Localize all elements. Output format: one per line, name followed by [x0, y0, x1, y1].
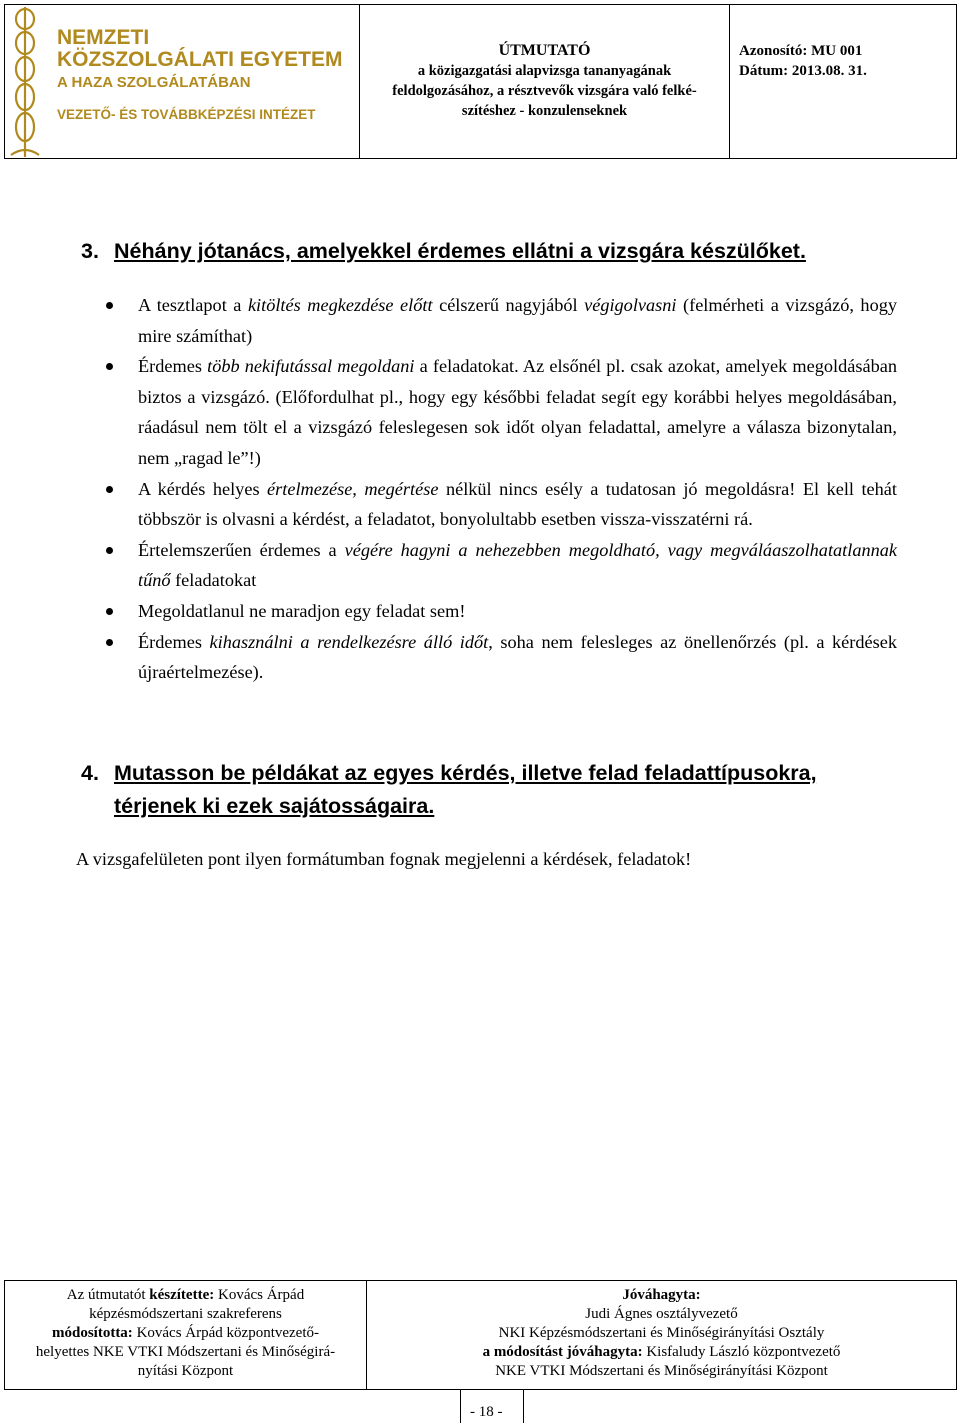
text-run: Az útmutatót [66, 1287, 150, 1303]
text-run: Megoldatlanul ne maradjon egy feladat sem! [138, 600, 466, 621]
text-run: készítette: [149, 1287, 215, 1303]
footer-approval-cell [367, 1281, 956, 1389]
document-subtitle-2: feldolgozásához, a résztvevők vizsgára való felké- [392, 83, 697, 99]
tips-list [105, 290, 897, 688]
emphasis: értelmezése, megértése [267, 478, 439, 499]
section-4-title-line-1: Mutasson be példákat az egyes kérdés, illetve felad feladattípusokra, [114, 761, 817, 785]
document-title: ÚTMUTATÓ [498, 42, 591, 59]
section-4-number: 4. [81, 761, 99, 785]
logo-cell [5, 5, 360, 158]
section-3-number: 3. [81, 239, 99, 263]
document-header [4, 4, 957, 159]
bullet-icon [106, 486, 113, 493]
text-run: A tesztlapot a [138, 295, 248, 315]
text-run: módosította: [51, 1325, 133, 1341]
logo-line-1: NEMZETI [57, 26, 150, 49]
footer-approver-unit: NKI Képzésmódszertani és Minőségirányítási Osztály [498, 1325, 825, 1341]
list-item [105, 627, 897, 688]
document-id-cell [730, 5, 956, 158]
text-run: Kisfaludy László központvezető [642, 1344, 841, 1360]
bullet-icon [106, 363, 113, 370]
list-item [105, 290, 897, 351]
emphasis: kihasználni a rendelkezésre álló időt [209, 631, 489, 652]
bullet-icon [106, 302, 113, 309]
university-crest-icon [5, 5, 51, 158]
list-item [105, 474, 897, 535]
document-title-cell [360, 5, 730, 158]
footer-modifier-role-1: helyettes NKE VTKI Módszertani és Minőségirá- [35, 1344, 336, 1360]
footer-approver-unit-2: NKE VTKI Módszertani és Minőségirányítási Központ [495, 1363, 828, 1379]
logo-line-4: VEZETŐ- ÉS TOVÁBBKÉPZÉSI INTÉZET [57, 107, 316, 122]
document-subtitle-1: a közigazgatási alapvizsga tananyagának [417, 63, 672, 79]
text-run: Kovács Árpád [214, 1287, 305, 1303]
list-item [105, 351, 897, 473]
emphasis: végigolvasni [584, 295, 677, 315]
bullet-icon [106, 639, 113, 646]
logo-line-3: A HAZA SZOLGÁLATÁBAN [57, 74, 251, 91]
text-run: Értelemszerűen érdemes a [138, 539, 345, 560]
document-subtitle-3: szítéshez - konzulenseknek [461, 103, 628, 119]
logo-line-2: KÖZSZOLGÁLATI EGYETEM [57, 48, 343, 71]
document-date: Dátum: 2013.08. 31. [739, 63, 867, 79]
document-footer [4, 1280, 957, 1390]
text-run: célszerű nagyjából [432, 295, 585, 315]
text-run: a feladatokat. Az elsőnél pl. csak azokat, amelyek megoldásában biztos a vizsgázó. (Előfordulhat pl., hogy egy későbbi feladat segít egy korábbi helyes megoldásában, ráadásul nem tölt el a vizsgázó feleslegesen sok időt olyan feladattal, amelyre a válasza bizonytalan, nem „ragad le”!) [138, 356, 898, 468]
bullet-icon [106, 547, 113, 554]
text-run: nélkül nincs esély a tudatosan jó megoldásra! El kell tehát többször is olvasni a kérdést, a feladatot, bonyolultabb esetben vissza-visszatérni rá. [138, 478, 897, 530]
section-4-intro: A vizsgafelületen pont ilyen formátumban fognak megjelenni a kérdések, feladatok! [76, 849, 692, 869]
text-run: Érdemes [138, 356, 208, 377]
text-run: A kérdés helyes [138, 478, 268, 499]
list-item [105, 596, 897, 627]
section-3-title: Néhány jótanács, amelyekkel érdemes ellátni a vizsgára készülőket. [114, 239, 806, 263]
footer-modifier-role-2: nyítási Központ [137, 1363, 234, 1379]
document-id: Azonosító: MU 001 [739, 43, 863, 59]
emphasis: több nekifutással megoldani [207, 356, 415, 377]
text-run: Kovács Árpád központvezető- [132, 1325, 319, 1341]
footer-author-role: képzésmódszertani szakreferens [89, 1306, 282, 1322]
text-run: feladatokat [170, 570, 257, 591]
text-run: , soha nem felesleges az önellenőrzés (pl. a kérdések újraértelmezése). [138, 631, 898, 683]
section-4-title-line-2: térjenek ki ezek sajátosságaira. [114, 794, 435, 818]
section-4-heading [81, 757, 881, 823]
list-item [105, 535, 897, 596]
section-3-heading [81, 235, 806, 268]
text-run: (felmérheti a vizsgázó, hogy mire számíthat) [138, 295, 897, 346]
emphasis: végére hagyni a nehezebben megoldható, vagy megváláaszolhatatlannak tűnő [138, 539, 897, 591]
text-run: a módosítást jóváhagyta: [482, 1344, 643, 1360]
emphasis: kitöltés megkezdése előtt [247, 295, 433, 315]
footer-approved-label: Jóváhagyta: [622, 1287, 701, 1303]
text-run: Érdemes [138, 631, 210, 652]
logo-wordmark [57, 27, 342, 125]
page-number: - 18 - [470, 1404, 503, 1420]
footer-author-cell [5, 1281, 367, 1389]
footer-approver: Judi Ágnes osztályvezető [585, 1306, 738, 1322]
bullet-icon [106, 608, 113, 615]
